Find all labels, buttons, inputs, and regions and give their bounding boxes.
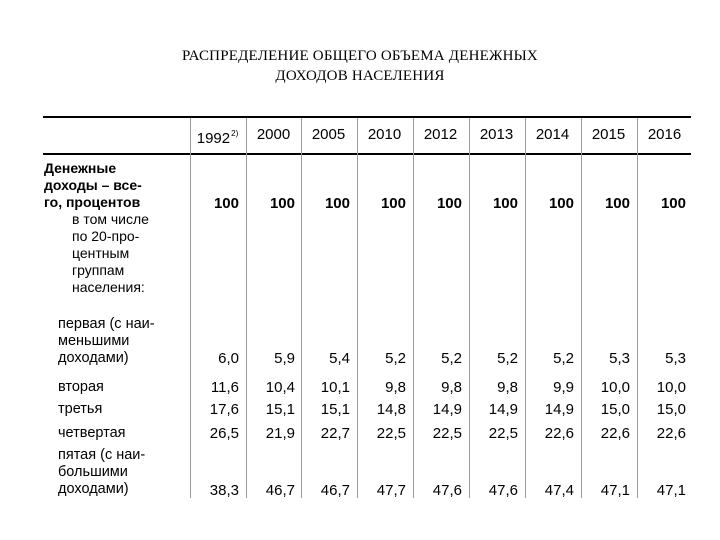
table-cell: 15,0	[656, 401, 686, 418]
table-cell: 100	[548, 195, 574, 212]
table-row-label: первая (с наи- меньшими доходами)	[58, 316, 155, 366]
year-header	[190, 126, 245, 148]
table-cell: 5,2	[497, 350, 518, 367]
table-cell: 10,1	[320, 379, 350, 396]
total-income-label: Денежные доходы – все- го, процентов	[44, 160, 142, 210]
year-header	[246, 126, 301, 144]
year-label: 2016	[647, 126, 682, 143]
table-cell: 22,5	[488, 425, 518, 442]
table-row-label: третья	[58, 401, 103, 417]
table-cell: 100	[324, 195, 350, 212]
table-cell: 100	[269, 195, 295, 212]
table-cell: 6,0	[218, 350, 239, 367]
table-cell: 5,3	[609, 350, 630, 367]
document-title	[0, 46, 720, 86]
income-distribution-table	[43, 116, 691, 500]
table-cell: 5,2	[553, 350, 574, 367]
table-cell: 47,6	[432, 482, 462, 499]
table-cell: 22,7	[320, 425, 350, 442]
year-header	[637, 126, 691, 144]
table-cell: 100	[660, 195, 686, 212]
table-cell: 47,6	[488, 482, 518, 499]
table-cell: 10,0	[600, 379, 630, 396]
table-cell: 47,4	[544, 482, 574, 499]
table-cell: 15,0	[600, 401, 630, 418]
title-line-1: РАСПРЕДЕЛЕНИЕ ОБЩЕГО ОБЪЕМА ДЕНЕЖНЫХ	[182, 48, 538, 64]
table-cell: 5,2	[385, 350, 406, 367]
table-cell: 22,6	[656, 425, 686, 442]
table-cell: 14,9	[544, 401, 574, 418]
table-cell: 26,5	[209, 425, 239, 442]
year-label: 2012	[423, 126, 458, 143]
year-label: 2000	[256, 126, 291, 143]
header-bottom-rule	[43, 153, 691, 155]
table-cell: 10,4	[265, 379, 295, 396]
year-label: 2010	[367, 126, 402, 143]
table-cell: 9,8	[441, 379, 462, 396]
table-cell: 9,8	[497, 379, 518, 396]
table-cell: 15,1	[265, 401, 295, 418]
table-cell: 17,6	[209, 401, 239, 418]
table-cell: 10,0	[656, 379, 686, 396]
year-header	[301, 126, 356, 144]
year-header	[525, 126, 580, 144]
table-cell: 11,6	[210, 379, 239, 396]
table-cell: 14,9	[488, 401, 518, 418]
year-label: 2013	[479, 126, 514, 143]
year-header	[413, 126, 468, 144]
table-cell: 5,2	[441, 350, 462, 367]
table-cell: 100	[604, 195, 630, 212]
year-header	[357, 126, 412, 144]
table-cell: 100	[492, 195, 518, 212]
table-cell: 21,9	[265, 425, 295, 442]
table-cell: 22,6	[600, 425, 630, 442]
table-cell: 100	[380, 195, 406, 212]
year-label: 2005	[311, 126, 346, 143]
table-cell: 14,9	[432, 401, 462, 418]
table-row-label: вторая	[58, 379, 104, 395]
table-cell: 38,3	[209, 482, 239, 499]
table-cell: 47,1	[656, 482, 686, 499]
table-cell: 5,4	[329, 350, 350, 367]
table-row-label: четвертая	[58, 425, 126, 441]
year-header	[469, 126, 524, 144]
table-cell: 5,3	[665, 350, 686, 367]
year-label: 2014	[535, 126, 570, 143]
year-header	[581, 126, 636, 144]
table-cell: 47,7	[376, 482, 406, 499]
table-cell: 100	[436, 195, 462, 212]
table-cell: 100	[213, 195, 239, 212]
table-cell: 9,8	[385, 379, 406, 396]
table-cell: 22,5	[376, 425, 406, 442]
groups-subheading: в том числе по 20-про- центным группам населения:	[72, 211, 149, 295]
table-cell: 47,1	[600, 482, 630, 499]
table-cell: 22,5	[432, 425, 462, 442]
table-top-rule	[43, 116, 691, 118]
year-footnote-mark: 2)	[231, 129, 239, 138]
title-line-2: ДОХОДОВ НАСЕЛЕНИЯ	[275, 68, 445, 84]
table-cell: 5,9	[274, 350, 295, 367]
table-cell: 15,1	[320, 401, 350, 418]
year-label: 1992	[196, 130, 231, 147]
table-cell: 14,8	[376, 401, 406, 418]
table-cell: 46,7	[265, 482, 295, 499]
table-cell: 22,6	[544, 425, 574, 442]
year-label: 2015	[591, 126, 626, 143]
table-cell: 46,7	[320, 482, 350, 499]
table-row-label: пятая (с наи- большими доходами)	[58, 447, 146, 497]
table-cell: 9,9	[553, 379, 574, 396]
